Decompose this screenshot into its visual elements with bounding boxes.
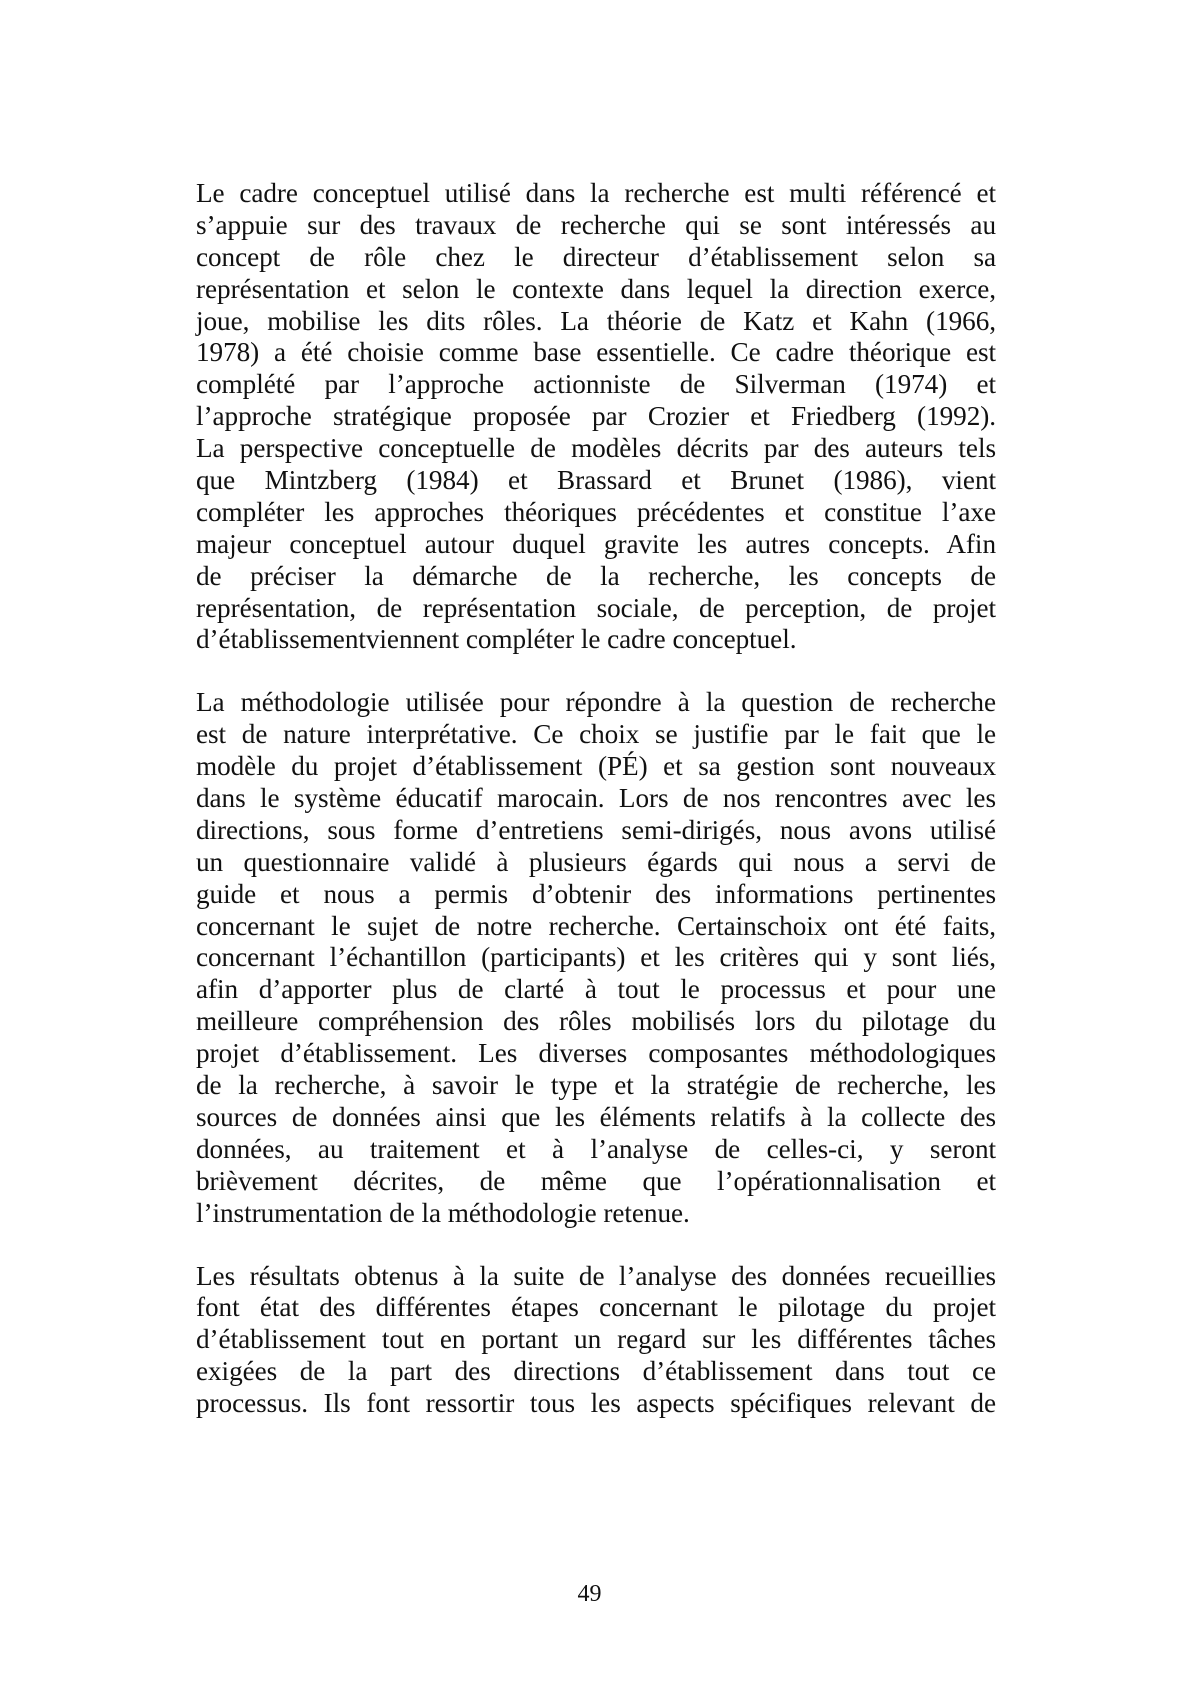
text-line: processus. Ils font ressortir tous les aspects spécifiques relevant de bbox=[196, 1388, 996, 1419]
text-line: s’appuie sur des travaux de recherche qui se sont intéressés au bbox=[196, 209, 996, 240]
text-line: de la recherche, à savoir le type et la stratégie de recherche, les bbox=[196, 1070, 996, 1101]
text-line: La perspective conceptuelle de modèles décrits par des auteurs tels bbox=[196, 433, 996, 464]
text-line: La méthodologie utilisée pour répondre à la question de recherche bbox=[196, 687, 996, 718]
text-line: directions, sous forme d’entretiens semi-dirigés, nous avons utilisé bbox=[196, 814, 996, 845]
text-line: Les résultats obtenus à la suite de l’analyse des données recueillies bbox=[196, 1260, 996, 1291]
text-line: que Mintzberg (1984) et Brassard et Brunet (1986), vient bbox=[196, 465, 996, 496]
body-text bbox=[196, 178, 996, 1420]
text-line: l’instrumentation de la méthodologie retenue. bbox=[196, 1197, 690, 1228]
text-line: sources de données ainsi que les éléments relatifs à la collecte des bbox=[196, 1101, 996, 1132]
text-line: brièvement décrites, de même que l’opérationnalisation et bbox=[196, 1165, 996, 1196]
text-line: concernant l’échantillon (participants) et les critères qui y sont liés, bbox=[196, 942, 996, 973]
text-line: est de nature interprétative. Ce choix se justifie par le fait que le bbox=[196, 719, 996, 750]
paragraph-results bbox=[196, 1261, 996, 1420]
paragraph-conceptual-framework bbox=[196, 178, 996, 656]
text-line: l’approche stratégique proposée par Crozier et Friedberg (1992). bbox=[196, 401, 996, 432]
text-line: un questionnaire validé à plusieurs égards qui nous a servi de bbox=[196, 846, 996, 877]
text-line: d’établissement tout en portant un regard sur les différentes tâches bbox=[196, 1324, 996, 1355]
text-line: meilleure compréhension des rôles mobilisés lors du pilotage du bbox=[196, 1006, 996, 1037]
text-line: compléter les approches théoriques précédentes et constitue l’axe bbox=[196, 496, 996, 527]
text-line: représentation, de représentation sociale, de perception, de projet bbox=[196, 592, 996, 623]
text-line: Le cadre conceptuel utilisé dans la recherche est multi référencé et bbox=[196, 178, 996, 208]
text-line: d’établissementviennent compléter le cadre conceptuel. bbox=[196, 624, 797, 655]
text-line: concernant le sujet de notre recherche. Certainschoix ont été faits, bbox=[196, 910, 996, 941]
text-line: afin d’apporter plus de clarté à tout le processus et pour une bbox=[196, 974, 996, 1005]
text-line: concept de rôle chez le directeur d’établissement selon sa bbox=[196, 241, 996, 272]
text-line: projet d’établissement. Les diverses composantes méthodologiques bbox=[196, 1038, 996, 1069]
text-line: représentation et selon le contexte dans lequel la direction exerce, bbox=[196, 273, 996, 304]
text-line: joue, mobilise les dits rôles. La théorie de Katz et Kahn (1966, bbox=[196, 305, 996, 336]
text-line: 1978) a été choisie comme base essentielle. Ce cadre théorique est bbox=[196, 337, 996, 368]
page-number: 49 bbox=[577, 1581, 602, 1607]
text-line: guide et nous a permis d’obtenir des informations pertinentes bbox=[196, 878, 996, 909]
paragraph-methodology bbox=[196, 687, 996, 1229]
text-line: exigées de la part des directions d’établissement dans tout ce bbox=[196, 1356, 996, 1387]
text-line: complété par l’approche actionniste de Silverman (1974) et bbox=[196, 369, 996, 400]
text-line: font état des différentes étapes concernant le pilotage du projet bbox=[196, 1292, 996, 1323]
text-line: dans le système éducatif marocain. Lors de nos rencontres avec les bbox=[196, 783, 996, 814]
text-line: de préciser la démarche de la recherche, les concepts de bbox=[196, 560, 996, 591]
text-line: modèle du projet d’établissement (PÉ) et sa gestion sont nouveaux bbox=[196, 751, 996, 782]
text-line: majeur conceptuel autour duquel gravite les autres concepts. Afin bbox=[196, 528, 996, 559]
text-line: données, au traitement et à l’analyse de celles-ci, y seront bbox=[196, 1133, 996, 1164]
